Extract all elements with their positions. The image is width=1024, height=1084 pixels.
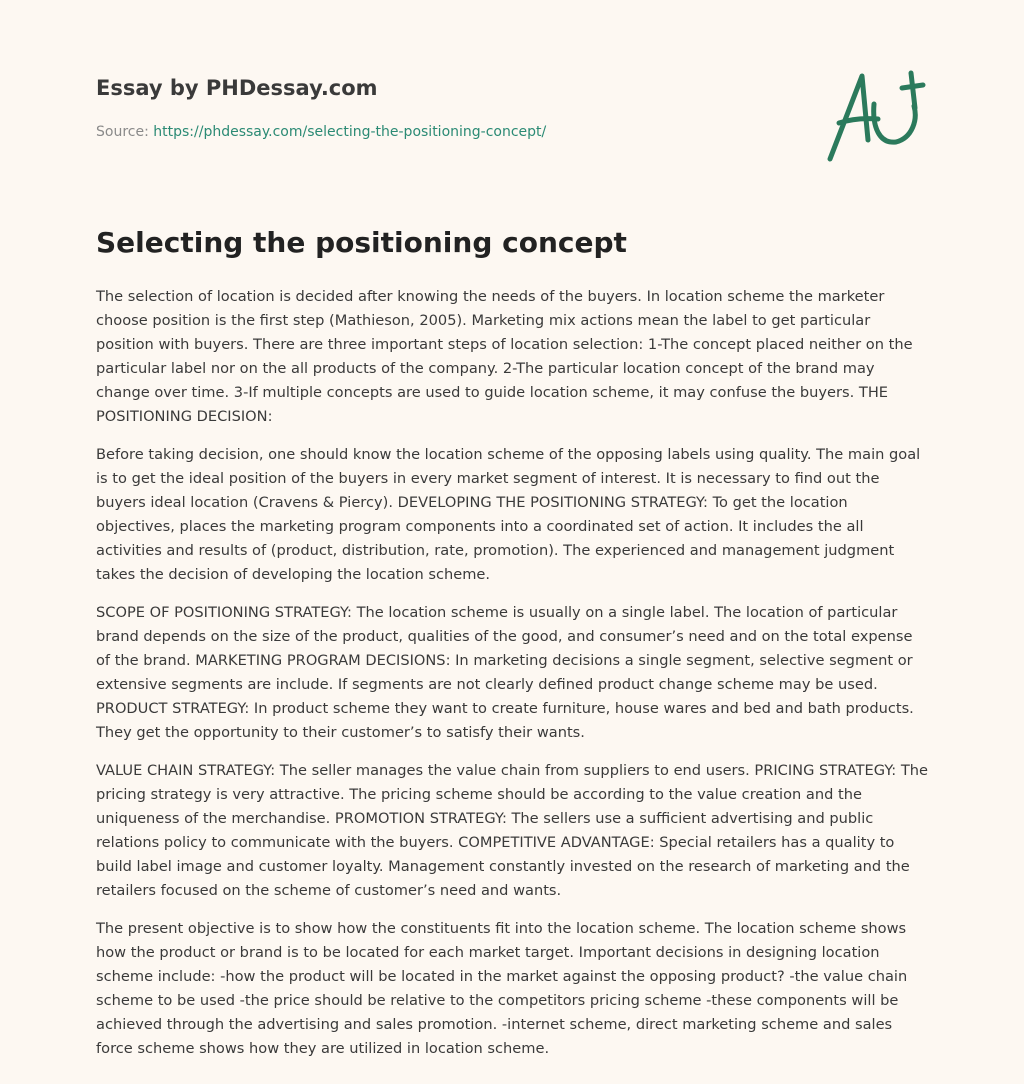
essay-title: Selecting the positioning concept — [96, 226, 627, 259]
essay-paragraph: The present objective is to show how the constituents fit into the location scheme. The location scheme shows how the product or brand is to be located for each market target. Important decisions in designing location scheme include: -how the product will be located in the market against the opposing product? -the value chain scheme to be used -the price should be relative to the competitors pricing scheme -these components will be achieved through the advertising and sales promotion. -internet scheme, direct marketing scheme and sales force scheme shows how they are utilized in location scheme. — [96, 920, 908, 1057]
source-link[interactable]: https://phdessay.com/selecting-the-positioning-concept/ — [153, 124, 547, 140]
essay-paragraph: SCOPE OF POSITIONING STRATEGY: The location scheme is usually on a single label. The location of particular brand depends on the size of the product, qualities of the good, and consumer’s need and on the total expense of the brand. MARKETING PROGRAM DECISIONS: In marketing decisions a single segment, selective segment or extensive segments are include. If segments are not clearly defined product change scheme may be used. PRODUCT STRATEGY: In product scheme they want to create furniture, house wares and bed and bath products. They get the opportunity to their customer’s to satisfy their wants. — [96, 604, 914, 741]
essay-paragraph: The selection of location is decided after knowing the needs of the buyers. In location scheme the marketer choose position is the first step (Mathieson, 2005). Marketing mix actions mean the label to get particular position with buyers. There are three important steps of location selection: 1-The concept placed neither on the particular label nor on the all products of the company. 2-The particular location concept of the brand may change over time. 3-If multiple concepts are used to guide location scheme, it may confuse the buyers. THE POSITIONING DECISION: — [96, 288, 913, 425]
essay-body — [96, 285, 928, 1075]
source-label: Source: — [96, 124, 149, 140]
brand-title: Essay by PHDessay.com — [96, 76, 378, 100]
source-line — [96, 124, 546, 140]
essay-paragraph: Before taking decision, one should know the location scheme of the opposing labels using quality. The main goal is to get the ideal position of the buyers in every market segment of interest. It is necessary to find out the buyers ideal location (Cravens & Piercy). DEVELOPING THE POSITIONING STRATEGY: To get the location objectives, places the marketing program components into a coordinated set of action. It includes the all activities and results of (product, distribution, rate, promotion). The experienced and management judgment takes the decision of developing the location scheme. — [96, 446, 921, 583]
a-plus-grade-icon — [822, 66, 928, 166]
essay-paragraph: VALUE CHAIN STRATEGY: The seller manages the value chain from suppliers to end users. PRICING STRATEGY: The pricing strategy is very attractive. The pricing scheme should be according to the value creation and the uniqueness of the merchandise. PROMOTION STRATEGY: The sellers use a sufficient advertising and public relations policy to communicate with the buyers. COMPETITIVE ADVANTAGE: Special retailers has a quality to build label image and customer loyalty. Management constantly invested on the research of marketing and the retailers focused on the scheme of customer’s need and wants. — [96, 762, 928, 899]
